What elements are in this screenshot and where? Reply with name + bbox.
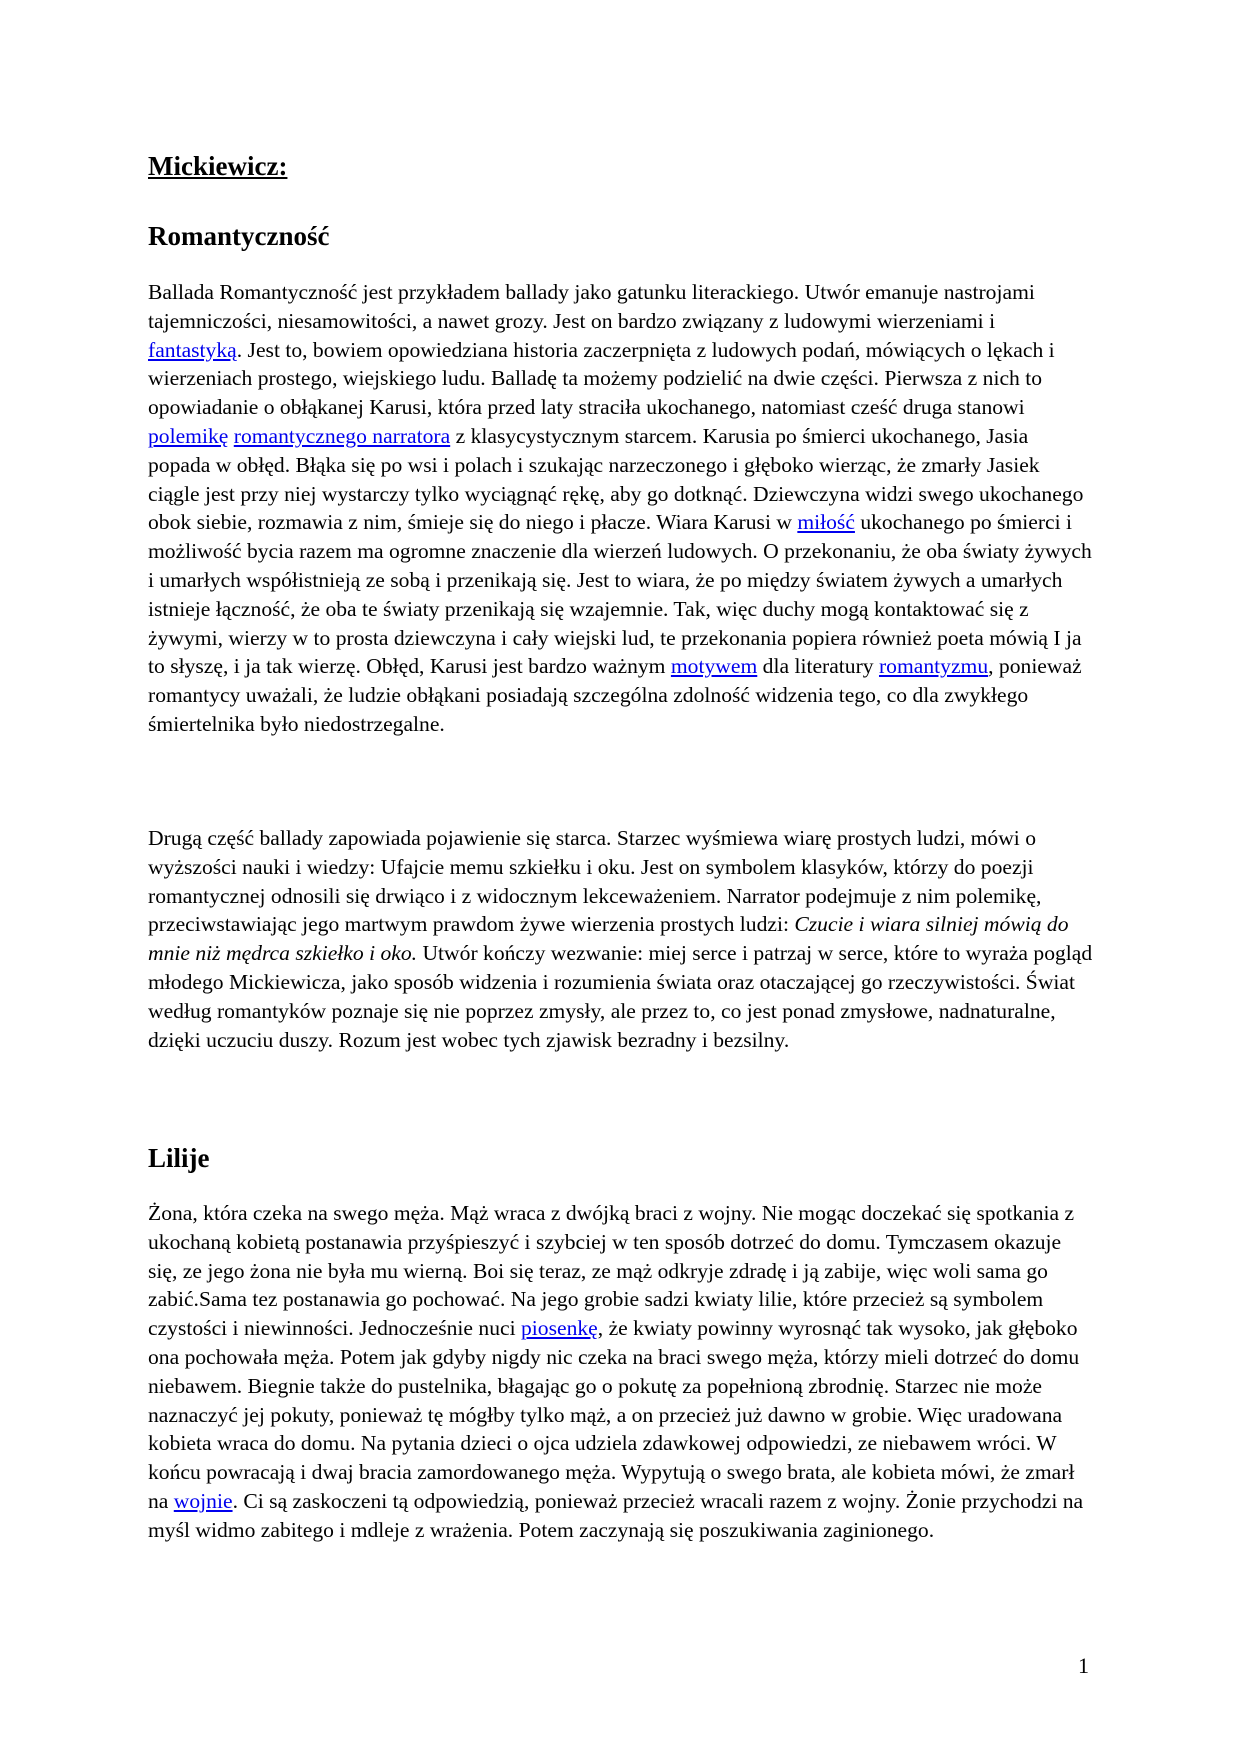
inline-link[interactable]: piosenkę xyxy=(521,1316,598,1341)
text-run: z klasycystycznym starcem. Karusia po śmierci ukochanego, Jasia popada w obłęd. Błąka się po wsi i polach i szukając narzeczonego i głęboko wierząc, że zmarły Jasiek ciągle jest przy niej wystarczy tylko wyciągnąć rękę, aby go dotknąć. Dziewczyna widzi swego ukochanego obok siebie, rozmawia z nim, śmieje się do niego i płacze. Wiara Karusi w xyxy=(148,423,1084,535)
text-run: . Jest to, bowiem opowiedziana historia zaczerpnięta z ludowych podań, mówiących o lękach i wierzeniach prostego, wiejskiego ludu. Balladę ta możemy podzielić na dwie części. Pierwsza z nich to opowiadanie o obłąkanej Karusi, która przed laty straciła ukochanego, natomiast cześć druga stanowi xyxy=(148,337,1055,420)
text-run: Drugą część ballady zapowiada pojawienie się starca. Starzec wyśmiewa wiarę prostych ludzi, mówi o wyższości nauki i wiedzy: Ufajcie memu szkiełku i oku. Jest on symbolem klasyków, którzy do poezji romantycznej odnosili się drwiąco i z widocznym lekceważeniem. Narrator podejmuje z nim polemikę, przeciwstawiając jego martwym prawdom żywe wierzenia prostych ludzi: xyxy=(148,826,1042,937)
paragraph-romantycznosc-2 xyxy=(148,824,1094,1054)
inline-link[interactable]: romantyzmu xyxy=(878,654,989,679)
paragraph-lilije-1 xyxy=(148,1199,1094,1545)
inline-link[interactable]: romantycznego narratora xyxy=(233,423,451,448)
text-run: dla literatury xyxy=(757,654,879,679)
text-run: . Ci są zaskoczeni tą odpowiedzią, ponieważ przecież wracali razem z wojny. Żonie przychodzi na myśl widmo zabitego i mdleje z wrażenia. Potem zaczynają się poszukiwania zaginionego. xyxy=(148,1488,1084,1542)
inline-link[interactable]: wojnie xyxy=(173,1488,233,1513)
text-run: Żona, która czeka na swego męża. Mąż wraca z dwójką braci z wojny. Nie mogąc doczekać się spotkania z ukochaną kobietą postanawia przyśpieszyć i szybciej w ten sposób dotrzeć do domu. Tymczasem okazuje się, ze jego żona nie była mu wierną. Boi się teraz, ze mąż odkryje zdradę i ją zabije, więc woli sama go zabić.Sama tez postanawia go pochować. Na jego grobie sadzi kwiaty lilie, które przecież są symbolem czystości i niewinności. Jednocześnie nuci xyxy=(148,1201,1075,1341)
document-page xyxy=(148,0,1094,1754)
section-heading-romantycznosc: Romantyczność xyxy=(148,221,330,251)
text-run: , ponieważ romantycy uważali, że ludzie obłąkani posiadają szczególna zdolność widzenia tego, co dla zwykłego śmiertelnika było niedostrzegalne. xyxy=(148,654,1082,736)
italic-quote: Czucie i wiara silniej mówią do mnie niż mędrca szkiełko i oko. xyxy=(148,912,1069,966)
inline-link[interactable]: fantastyką xyxy=(148,337,237,362)
paragraph-romantycznosc-1 xyxy=(148,278,1094,739)
inline-link[interactable]: polemikę xyxy=(148,423,229,448)
section-heading-lilije: Lilije xyxy=(148,1143,210,1173)
text-run: , że kwiaty powinny wyrosnąć tak wysoko, jak głęboko ona pochowała męża. Potem jak gdyby nigdy nic czeka na braci swego męża, którzy mieli dotrzeć do domu niebawem. Biegnie także do pustelnika, błagając go o pokutę za popełnioną zbrodnię. Starzec nie może naznaczyć jej pokuty, ponieważ tę mógłby tylko mąż, a on przecież już dawno w grobie. Więc uradowana kobieta wraca do domu. Na pytania dzieci o ojca udziela zdawkowej odpowiedzi, ze niebawem wróci. W końcu powracają i dwaj bracia zamordowanego męża. Wypytują o swego brata, ale kobieta mówi, że zmarł na xyxy=(148,1316,1080,1513)
text-run: Utwór kończy wezwanie: miej serce i patrzaj w serce, które to wyraża pogląd młodego Mickiewicza, jako sposób widzenia i rozumienia świata oraz otaczającej go rzeczywistości. Świat według romantyków poznaje się nie poprzez zmysły, ale przez to, co jest ponad zmysłowe, nadnaturalne, dzięki uczuciu duszy. Rozum jest wobec tych zjawisk bezradny i bezsilny. xyxy=(148,941,1093,1052)
page-number: 1 xyxy=(1078,1653,1089,1678)
document-title: Mickiewicz: xyxy=(148,151,288,181)
inline-link[interactable]: motywem xyxy=(670,654,758,679)
inline-link[interactable]: miłość xyxy=(797,510,855,535)
text-run: Ballada Romantyczność jest przykładem ballady jako gatunku literackiego. Utwór emanuje nastrojami tajemniczości, niesamowitości, a nawet grozy. Jest on bardzo związany z ludowymi wierzeniami i xyxy=(148,280,1035,333)
text-run: ukochanego po śmierci i możliwość bycia razem ma ogromne znaczenie dla wierzeń ludowych. O przekonaniu, że oba światy żywych i umarłych współistnieją ze sobą i przenikają się. Jest to wiara, że po między światem żywych a umarłych istnieje łączność, że oba te światy przenikają się wzajemnie. Tak, więc duchy mogą kontaktować się z żywymi, wierzy w to prosta dziewczyna i cały wiejski lud, te przekonania popiera również poeta mówią I ja to słyszę, i ja tak wierzę. Obłęd, Karusi jest bardzo ważnym xyxy=(148,510,1092,679)
